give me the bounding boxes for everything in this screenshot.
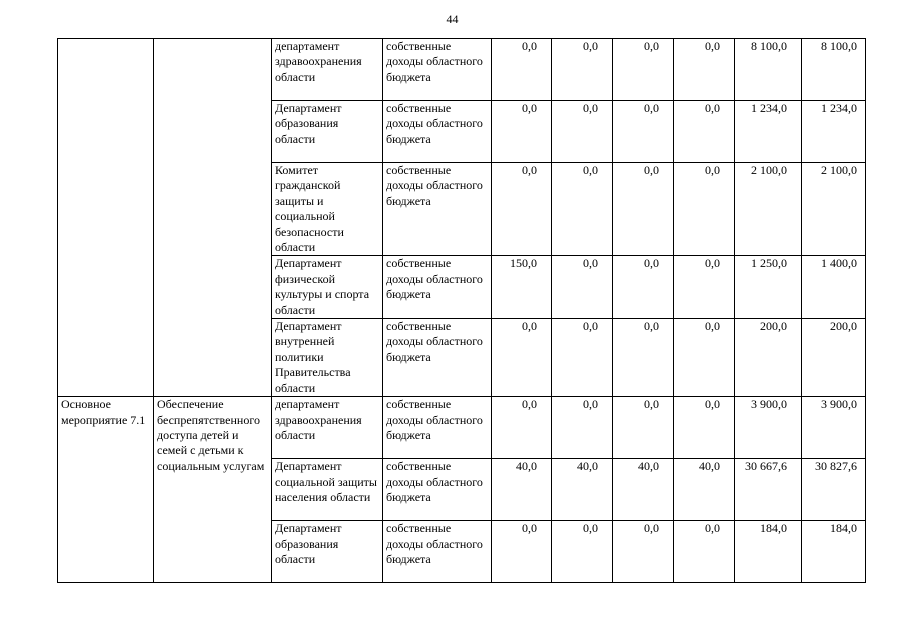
value-cell: 0,0	[492, 397, 552, 459]
value-cell: 0,0	[552, 39, 613, 101]
budget-table	[57, 38, 866, 583]
executor-cell: Департамент социальной защиты населения области	[272, 459, 383, 521]
value-cell: 0,0	[613, 521, 674, 583]
funding-source-cell: собственные доходы областного бюджета	[383, 521, 492, 583]
total-value-cell: 2 100,0	[802, 163, 866, 256]
value-cell: 0,0	[613, 397, 674, 459]
funding-source-cell: собственные доходы областного бюджета	[383, 459, 492, 521]
measure-cell	[58, 39, 154, 397]
value-cell: 0,0	[492, 521, 552, 583]
value-cell: 1 234,0	[735, 101, 802, 163]
value-cell: 0,0	[492, 101, 552, 163]
funding-source-cell: собственные доходы областного бюджета	[383, 163, 492, 256]
funding-source-cell: собственные доходы областного бюджета	[383, 397, 492, 459]
executor-cell: департамент здравоохранения области	[272, 397, 383, 459]
table-body	[58, 39, 866, 583]
executor-cell: Департамент физической культуры и спорта области	[272, 256, 383, 319]
total-value-cell: 3 900,0	[802, 397, 866, 459]
value-cell: 0,0	[674, 101, 735, 163]
measure-cell: Основное мероприятие 7.1	[58, 397, 154, 583]
value-cell: 0,0	[552, 319, 613, 397]
value-cell: 0,0	[613, 256, 674, 319]
table-row	[58, 39, 866, 101]
value-cell: 0,0	[674, 39, 735, 101]
value-cell: 40,0	[552, 459, 613, 521]
value-cell: 40,0	[613, 459, 674, 521]
measure-title-cell	[154, 39, 272, 397]
value-cell: 184,0	[735, 521, 802, 583]
value-cell: 0,0	[552, 101, 613, 163]
value-cell: 0,0	[552, 521, 613, 583]
value-cell: 0,0	[552, 163, 613, 256]
value-cell: 0,0	[552, 256, 613, 319]
value-cell: 0,0	[613, 39, 674, 101]
value-cell: 200,0	[735, 319, 802, 397]
value-cell: 40,0	[492, 459, 552, 521]
value-cell: 0,0	[552, 397, 613, 459]
funding-source-cell: собственные доходы областного бюджета	[383, 101, 492, 163]
funding-source-cell: собственные доходы областного бюджета	[383, 319, 492, 397]
value-cell: 0,0	[674, 521, 735, 583]
executor-cell: Комитет гражданской защиты и социальной безопасности области	[272, 163, 383, 256]
value-cell: 0,0	[613, 101, 674, 163]
total-value-cell: 184,0	[802, 521, 866, 583]
table-row	[58, 397, 866, 459]
value-cell: 3 900,0	[735, 397, 802, 459]
value-cell: 0,0	[674, 397, 735, 459]
value-cell: 1 250,0	[735, 256, 802, 319]
total-value-cell: 1 234,0	[802, 101, 866, 163]
executor-cell: Департамент образования области	[272, 101, 383, 163]
value-cell: 2 100,0	[735, 163, 802, 256]
total-value-cell: 200,0	[802, 319, 866, 397]
total-value-cell: 30 827,6	[802, 459, 866, 521]
funding-source-cell: собственные доходы областного бюджета	[383, 39, 492, 101]
total-value-cell: 1 400,0	[802, 256, 866, 319]
value-cell: 150,0	[492, 256, 552, 319]
measure-title-cell: Обеспечение беспрепятственного доступа детей и семей с детьми к социальным услугам	[154, 397, 272, 583]
page-number: 44	[446, 12, 459, 26]
value-cell: 0,0	[613, 163, 674, 256]
value-cell: 40,0	[674, 459, 735, 521]
value-cell: 0,0	[674, 256, 735, 319]
executor-cell: Департамент образования области	[272, 521, 383, 583]
value-cell: 0,0	[492, 39, 552, 101]
value-cell: 0,0	[674, 319, 735, 397]
executor-cell: департамент здравоохранения области	[272, 39, 383, 101]
value-cell: 8 100,0	[735, 39, 802, 101]
value-cell: 30 667,6	[735, 459, 802, 521]
value-cell: 0,0	[492, 319, 552, 397]
value-cell: 0,0	[613, 319, 674, 397]
executor-cell: Департамент внутренней политики Правительства области	[272, 319, 383, 397]
value-cell: 0,0	[492, 163, 552, 256]
total-value-cell: 8 100,0	[802, 39, 866, 101]
value-cell: 0,0	[674, 163, 735, 256]
funding-source-cell: собственные доходы областного бюджета	[383, 256, 492, 319]
